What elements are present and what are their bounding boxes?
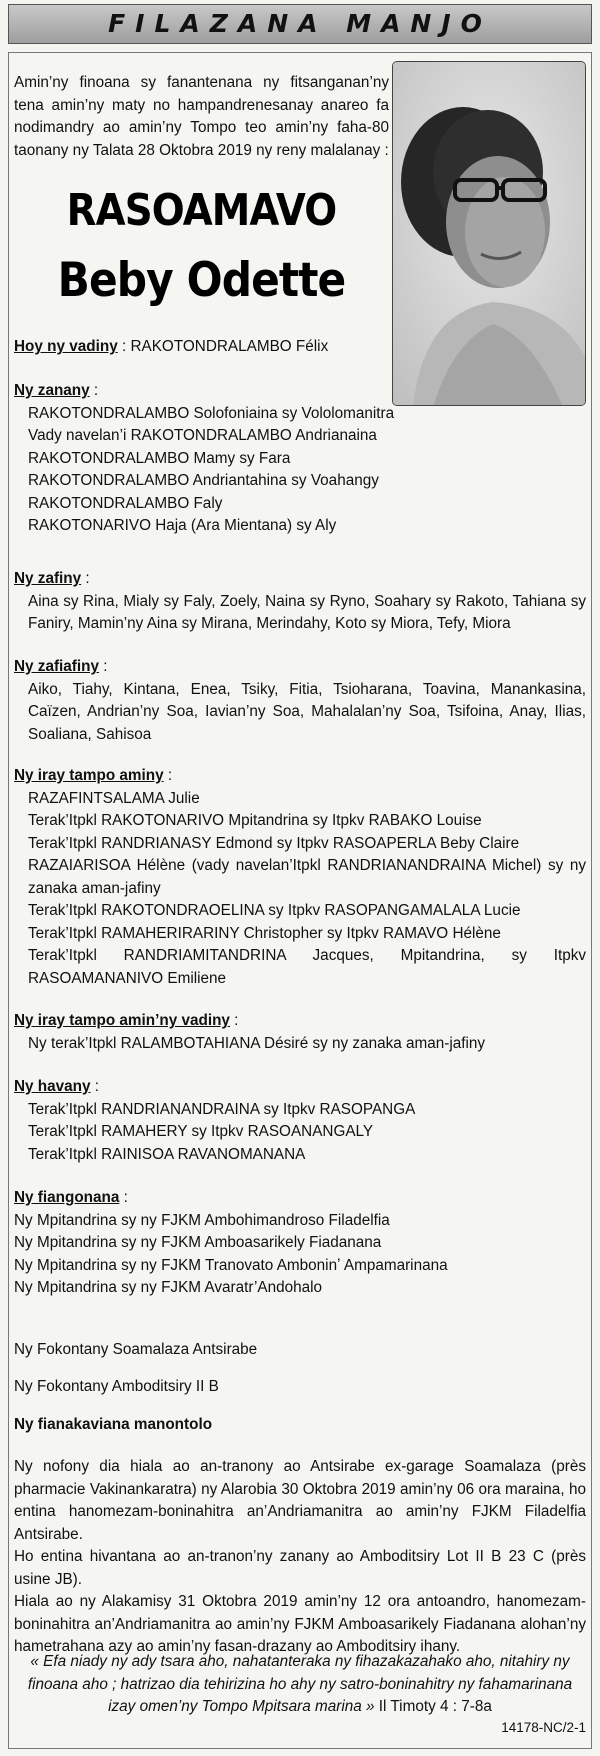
bible-quote <box>24 1651 576 1719</box>
quote-text: « Efa niady ny ady tsara aho, nahatanteraka ny fihazakazahako aho, nitahiry ny finoana aho ; hatrizao dia tehirizina ho ahy ny satro-boninahitry ny fahamarinana izay omen’ny Tompo Mpitsara marina » <box>27 1653 573 1715</box>
list-item: RAKOTONDRALAMBO Mamy sy Fara <box>28 449 291 467</box>
funeral-paragraph: Ny nofony dia hiala ao an-tranony ao Antsirabe ex-garage Soamalaza (près pharmacie Vakinankaratra) ny Alarobia 30 Oktobra 2019 amin’ny 06 ora maraina, ho entina hanomezam-boninahitra an’Andriamanitra ao amin’ny FJKM Filadelfia Antsirabe. <box>14 1458 586 1543</box>
list-item: Terak’Itpkl RANDRIAMITANDRINA Jacques, Mpitandrina, sy Itpkv RASOAMANANIVO Emiliene <box>28 947 586 987</box>
children-label: Ny zanany <box>14 382 90 399</box>
list-item: Ny Mpitandrina sy ny FJKM Tranovato Amboninʼ Ampamarinana <box>14 1256 448 1274</box>
churches-section: Ny fiangonana : Ny Mpitandrina sy ny FJKM Ambohimandroso Filadelfia Ny Mpitandrina sy ny FJKM Amboasarikely Fiadanana Ny Mpitandrina sy ny FJKM Tranovato Amboninʼ Ampamarinana Ny Mpitandrina sy ny FJKM Avaratr’Andohalo <box>14 1187 586 1300</box>
funeral-paragraph: Hiala ao ny Alakamisy 31 Oktobra 2019 amin’ny 12 ora antoandro, hanomezam-boninahitra an’Andriamanitra ao amin’ny FJKM Amboasarikely Fiadanana alohan’ny hametrahana azy ao amin’ny fasan-drazany ao Amboditsiry ihany. <box>14 1593 586 1655</box>
list-item: RAKOTONARIVO Haja (Ara Mientana) sy Aly <box>28 517 337 534</box>
great-grandchildren-section: Ny zafiafiny : Aiko, Tiahy, Kintana, Enea, Tsiky, Fitia, Tsioharana, Toavina, Manankasina, Caïzen, Andrian’ny Soa, Iavian’ny Soa, Mahalalan’ny Soa, Tsifoina, Anay, Ilias, Soaliana, Sahisoa <box>14 656 586 746</box>
deceased-given-names: Beby Odette <box>57 253 346 308</box>
churches-list <box>14 1210 586 1300</box>
siblings-section: Ny iray tampo aminy : RAZAFINTSALAMA Julie Terak’Itpkl RAKOTONARIVO Mpitandrina sy Itpkv RABAKO Louise Terak’Itpkl RANDRIANASY Edmond sy Itpkv RASOAPERLA Beby Claire RAZAIARISOA Hélène (vady navelan’Itpkl RANDRIANANDRAINA Michel) sy ny zanaka aman-jafiny Terak’Itpkl RAKOTONDRAOELINA sy Itpkv RASOPANGAMALALA Lucie Terak’Itpkl RAMAHERIRARINY Christopher sy Itpkv RAMAVO Hélène Terak’Itpkl RANDRIAMITANDRINA Jacques, Mpitandrina, sy Itpkv RASOAMANANIVO Emiliene <box>14 765 586 990</box>
fokontany-2: Ny Fokontany Amboditsiry II B <box>14 1378 219 1395</box>
list-item: Terak’Itpkl RAMAHERIRARINY Christopher sy Itpkv RAMAVO Hélène <box>28 924 501 942</box>
relatives-section: Ny havany : Terak’Itpkl RANDRIANANDRAINA sy Itpkv RASOPANGA Terak’Itpkl RAMAHERY sy Itpkv RASOANANGALY Terak’Itpkl RAINISOA RAVANOMANANA <box>14 1076 586 1166</box>
relatives-label: Ny havany <box>14 1078 91 1095</box>
list-item: Terak’Itpkl RANDRIANASY Edmond sy Itpkv RASOAPERLA Beby Claire <box>28 834 520 852</box>
reference-code: 14178-NC/2-1 <box>501 1720 586 1735</box>
list-item: RAZAFINTSALAMA Julie <box>28 789 200 807</box>
list-item: Ny Mpitandrina sy ny FJKM Avaratr’Andohalo <box>14 1279 323 1296</box>
list-item: Terak’Itpkl RAINISOA RAVANOMANANA <box>28 1145 306 1163</box>
list-item: Ny terak’Itpkl RALAMBOTAHIANA Désiré sy ny zanaka aman-jafiny <box>28 1034 486 1052</box>
list-item: Terak’Itpkl RAKOTONDRAOELINA sy Itpkv RASOPANGAMALALA Lucie <box>28 902 521 919</box>
list-item: Vady navelan’i RAKOTONDRALAMBO Andrianaina <box>28 427 377 444</box>
quote-reference: Il Timoty 4 : 7-8a <box>378 1698 492 1715</box>
siblings-label: Ny iray tampo aminy <box>14 767 164 784</box>
grandchildren-section: Ny zafiny : Aina sy Rina, Mialy sy Faly, Zoely, Naina sy Ryno, Soahary sy Rakoto, Tahiana sy Faniry, Mamin’ny Aina sy Mirana, Merindahy, Koto sy Miora, Tefy, Miora <box>14 568 586 636</box>
list-item: RAZAIARISOA Hélène (vady navelan’Itpkl RANDRIANANDRAINA Michel) sy ny zanaka aman-jafiny <box>28 857 586 897</box>
children-list <box>14 403 586 538</box>
great-grandchildren-text: Aiko, Tiahy, Kintana, Enea, Tsiky, Fitia, Tsioharana, Toavina, Manankasina, Caïzen, Andrian’ny Soa, Iavian’ny Soa, Mahalalan’ny Soa, Tsifoina, Anay, Ilias, Soaliana, Sahisoa <box>28 680 586 743</box>
list-item: Ny Mpitandrina sy ny FJKM Ambohimandroso Filadelfia <box>14 1211 390 1229</box>
funeral-details <box>14 1456 586 1659</box>
deceased-surname: RASOAMAVO <box>66 185 337 236</box>
great-grandchildren-label: Ny zafiafiny <box>14 658 100 675</box>
fokontany-1: Ny Fokontany Soamalaza Antsirabe <box>14 1341 258 1358</box>
spouse-label: Hoy ny vadiny <box>14 338 118 355</box>
list-item: Terak’Itpkl RANDRIANANDRAINA sy Itpkv RASOPANGA <box>28 1100 416 1118</box>
children-section: Ny zanany : RAKOTONDRALAMBO Solofoniaina sy Vololomanitra Vady navelan’i RAKOTONDRALAMBO Andrianaina RAKOTONDRALAMBO Mamy sy Fara RAKOTONDRALAMBO Andriantahina sy Voahangy RAKOTONDRALAMBO Faly RAKOTONARIVO Haja (Ara Mientana) sy Aly <box>14 380 586 538</box>
grandchildren-text: Aina sy Rina, Mialy sy Faly, Zoely, Naina sy Ryno, Soahary sy Rakoto, Tahiana sy Faniry, Mamin’ny Aina sy Mirana, Merindahy, Koto sy Miora, Tefy, Miora <box>28 592 586 632</box>
siblings-list <box>14 788 586 991</box>
spouse-siblings-label: Ny iray tampo amin’ny vadiny <box>14 1012 230 1029</box>
spouse-siblings-section: Ny iray tampo amin’ny vadiny : Ny terak’Itpkl RALAMBOTAHIANA Désiré sy ny zanaka aman-jafiny <box>14 1010 586 1055</box>
spouse-siblings-list <box>14 1033 586 1056</box>
spouse-value: : RAKOTONDRALAMBO Félix <box>121 338 329 355</box>
list-item: Terak’Itpkl RAKOTONARIVO Mpitandrina sy Itpkv RABAKO Louise <box>28 812 482 829</box>
relatives-list <box>14 1099 586 1167</box>
spouse-section <box>14 336 586 359</box>
list-item: Ny Mpitandrina sy ny FJKM Amboasarikely Fiadanana <box>14 1234 382 1251</box>
list-item: RAKOTONDRALAMBO Andriantahina sy Voahangy <box>28 472 379 489</box>
list-item: RAKOTONDRALAMBO Solofoniaina sy Vololomanitra <box>28 404 395 422</box>
list-item: RAKOTONDRALAMBO Faly <box>28 494 223 512</box>
grandchildren-label: Ny zafiny <box>14 570 82 587</box>
list-item: Terak’Itpkl RAMAHERY sy Itpkv RASOANANGALY <box>28 1123 374 1140</box>
intro-text: Amin’ny finoana sy fanantenana ny fitsanganan’ny tena amin’ny maty no hampandrenesanay anareo fa nodimandry ao amin’ny Tompo teo amin’ny faha-80 taonany ny Talata 28 Oktobra 2019 ny reny malalanay : <box>14 74 389 159</box>
churches-label: Ny fiangonana <box>14 1189 120 1206</box>
funeral-paragraph: Ho entina hivantana ao an-tranon’ny zanany ao Amboditsiry Lot II B 23 C (près usine JB). <box>14 1548 586 1588</box>
family-signature: Ny fianakaviana manontolo <box>14 1416 213 1433</box>
banner-title: FILAZANA MANJO <box>108 9 492 38</box>
banner <box>8 4 592 44</box>
